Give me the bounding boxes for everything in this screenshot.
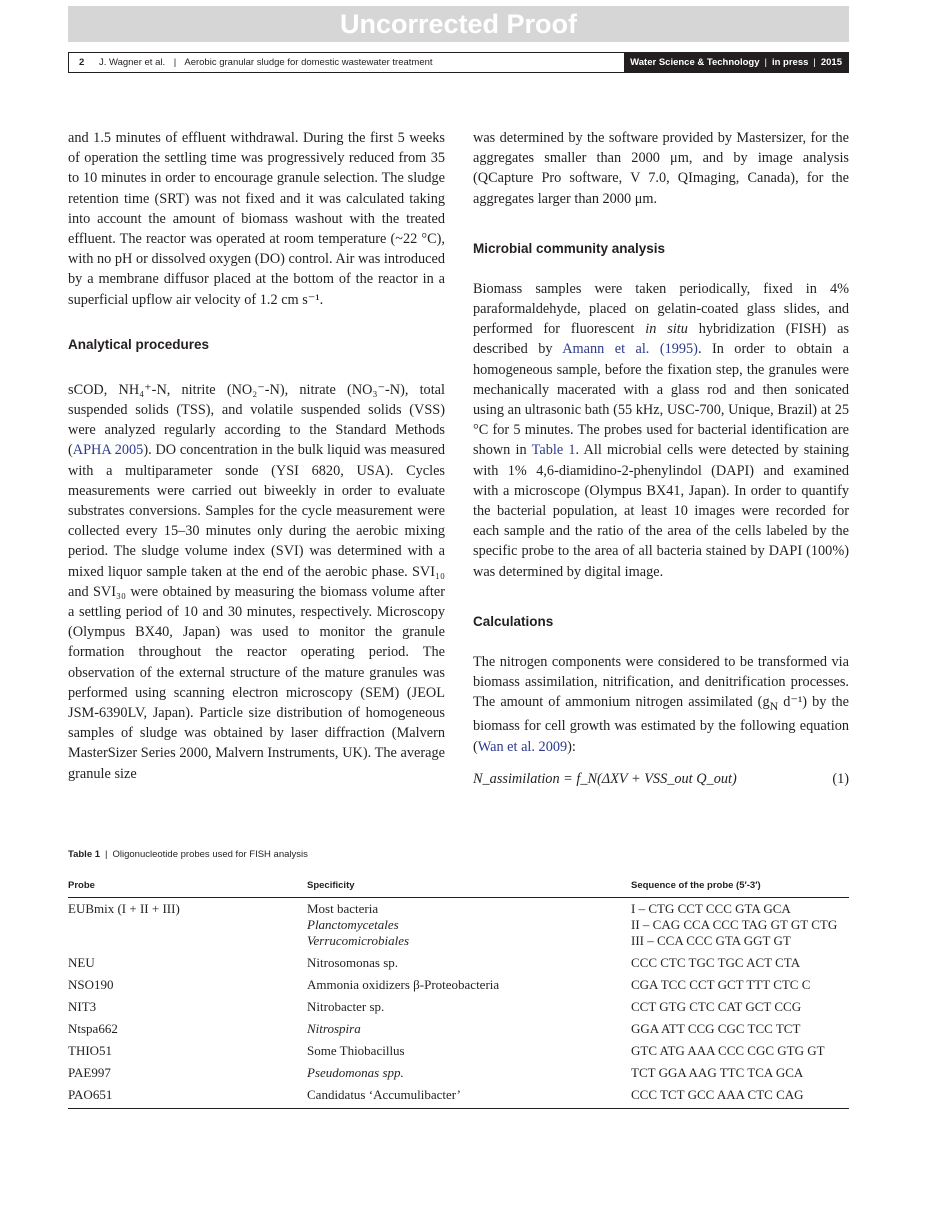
text: ): xyxy=(567,738,576,755)
sequence-line: TCT GGA AAG TTC TCA GCA xyxy=(631,1065,804,1080)
specificity-line: Some Thiobacillus xyxy=(307,1043,405,1058)
section-heading-calculations: Calculations xyxy=(473,613,554,629)
sequence-line: II – CAG CCA CCC TAG GT GT CTG xyxy=(631,917,838,932)
paragraph xyxy=(473,652,849,757)
separator: | xyxy=(105,849,108,860)
status: in press xyxy=(771,57,809,68)
probe-name: NSO190 xyxy=(68,977,114,992)
paragraph xyxy=(68,380,445,784)
text: Biomass samples were taken periodically, fixed in 4% paraformaldehyde, placed on gelatin-coated glass slides, and performed for fluorescent xyxy=(473,280,849,338)
specificity-line: Nitrosomonas sp. xyxy=(307,955,398,970)
section-heading-analytical: Analytical procedures xyxy=(68,336,210,352)
probe-name: THIO51 xyxy=(68,1043,113,1058)
sequence-line: CCT GTG CTC CAT GCT CCG xyxy=(631,999,802,1014)
reference-link[interactable]: Wan et al. 2009 xyxy=(477,738,568,755)
sequence xyxy=(631,1062,849,1084)
uncorrected-proof-banner: Uncorrected Proof xyxy=(68,6,849,42)
specificity xyxy=(307,952,631,974)
table-row xyxy=(68,898,849,953)
probe-name: EUBmix (I + II + III) xyxy=(68,901,180,916)
sequence-line: CGA TCC CCT GCT TTT CTC C xyxy=(631,977,811,992)
year: 2015 xyxy=(820,57,842,68)
probe-table xyxy=(68,880,849,1109)
column-header: Probe xyxy=(68,880,307,898)
authors: J. Wagner et al. xyxy=(98,57,166,68)
column-header: Specificity xyxy=(307,880,631,898)
text: ). DO concentration in the bulk liquid was measured with a multiparameter sonde (YSI 6820, USA). Cycles measurements were carried out biweekly in order to evaluate substrates conversions. Samples for the cycle measurement were collected every 15–30 minutes only during the aerobic mixing period. The sludge volume index (SVI) was determined with a mixed liquor sample taken at the end of the aerobic phase. SVI₁₀ and SVI₃₀ were obtained by measuring the biomass volume after a settling period of 10 and 30 minutes, respectively. Microscopy (Olympus BX40, Japan) was used to monitor the granule formation throughout the reactor operating period. The observation of the external structure of the mature granules was performed using scanning electron microscopy (SEM) (JEOL JSM-6390LV, Japan). Particle size distribution of homogeneous samples of sludge was obtained by laser diffraction (Malvern MasterSizer Series 2000, Malvern Instruments, UK). The average granule size xyxy=(68,442,445,782)
reference-link[interactable]: APHA 2005 xyxy=(72,442,144,459)
probe-name: NEU xyxy=(68,955,95,970)
specificity-line: Nitrobacter sp. xyxy=(307,999,385,1014)
probe-name: Ntspa662 xyxy=(68,1021,118,1036)
sequence xyxy=(631,898,849,953)
table-caption xyxy=(68,849,308,860)
sequence-line: I – CTG CCT CCC GTA GCA xyxy=(631,901,791,916)
specificity-line: Nitrospira xyxy=(307,1021,361,1036)
reference-link[interactable]: Amann et al. (1995) xyxy=(562,341,698,358)
equation xyxy=(473,769,849,791)
specificity xyxy=(307,1040,631,1062)
table-row xyxy=(68,996,849,1018)
probe-name: PAE997 xyxy=(68,1065,111,1080)
running-head-left xyxy=(79,53,433,72)
table-row xyxy=(68,1040,849,1062)
specificity-line: Most bacteria xyxy=(307,901,379,916)
text: hybridization (FISH) as described by xyxy=(473,321,850,358)
right-column xyxy=(473,128,849,791)
sequence xyxy=(631,1040,849,1062)
table-row xyxy=(68,952,849,974)
page-number: 2 xyxy=(79,57,85,68)
probe-name: NIT3 xyxy=(68,999,97,1014)
text: sCOD, NH₄⁺-N, nitrite (NO₂⁻-N), nitrate (NO₃⁻-N), total suspended solids (TSS), and volatile suspended solids (VSS) were analyzed regularly according to the Standard Methods ( xyxy=(68,381,445,459)
table-row xyxy=(68,1062,849,1084)
sequence-line: CCC TCT GCC AAA CTC CAG xyxy=(631,1087,804,1102)
text: d⁻¹) by the biomass for cell growth was estimated by the following equation ( xyxy=(473,694,849,755)
sequence-line: GGA ATT CCG CGC TCC TCT xyxy=(631,1021,801,1036)
sequence xyxy=(631,1018,849,1040)
table-row xyxy=(68,1084,849,1109)
specificity xyxy=(307,1084,631,1109)
table-label: Table 1 xyxy=(68,849,101,860)
sequence xyxy=(631,952,849,974)
equation-number: (1) xyxy=(832,770,849,787)
caption-text: Oligonucleotide probes used for FISH analysis xyxy=(112,849,308,860)
specificity xyxy=(307,898,631,953)
running-head xyxy=(68,52,849,73)
sequence xyxy=(631,974,849,996)
specificity xyxy=(307,996,631,1018)
sequence xyxy=(631,1084,849,1109)
journal-block xyxy=(624,53,848,72)
column-header: Sequence of the probe (5′-3′) xyxy=(631,880,849,898)
text: . All microbial cells were detected by staining with 1% 4,6-diamidino-2-phenylindol (DAPI) and examined with a microscope (Olympus BX41, Japan). In order to quantify the bacterial population, at least 10 images were recorded for each sample and the ratio of the area of the cells labeled by the specific probe to the area of all bacteria stained by DAPI (100%) was determined by digital image. xyxy=(473,442,849,580)
sequence-line: CCC CTC TGC TGC ACT CTA xyxy=(631,955,801,970)
paragraph xyxy=(473,279,849,582)
journal-name: Water Science & Technology xyxy=(630,57,760,68)
table-link[interactable]: Table 1 xyxy=(531,442,576,459)
text: The nitrogen components were considered to be transformed via biomass assimilation, nitrification, and denitrification processes. The amount of ammonium nitrogen assimilated (g xyxy=(473,653,849,711)
specificity-line: Ammonia oxidizers β-Proteobacteria xyxy=(307,977,500,992)
equation-body: N_assimilation = f_N(ΔXV + VSS_out Q_out) xyxy=(473,770,737,787)
paragraph: was determined by the software provided by Mastersizer, for the aggregates smaller than 2000 μm, and by image analysis (QCapture Pro software, V 7.0, QImaging, Canada), for the aggregates larger than 2000 μm. xyxy=(473,130,849,207)
specificity-line: Candidatus ‘Accumulibacter’ xyxy=(307,1087,461,1102)
specificity xyxy=(307,1018,631,1040)
specificity-line: Planctomycetales xyxy=(307,917,399,932)
specificity-line: Pseudomonas spp. xyxy=(307,1065,404,1080)
sequence-line: GTC ATG AAA CCC CGC GTG GT xyxy=(631,1043,825,1058)
sequence-line: III – CCA CCC GTA GGT GT xyxy=(631,933,791,948)
subscript: N xyxy=(769,699,779,714)
probe-name: PAO651 xyxy=(68,1084,307,1109)
text-italic: in situ xyxy=(645,321,688,338)
table-row xyxy=(68,1018,849,1040)
specificity xyxy=(307,1062,631,1084)
specificity xyxy=(307,974,631,996)
paragraph: and 1.5 minutes of effluent withdrawal. During the first 5 weeks of operation the settling time was progressively reduced from 35 to 10 minutes in order to encourage granule selection. The sludge retention time (SRT) was not fixed and it was calculated taking into account the amount of biomass washout with the treated effluent. The reactor was operated at room temperature (~22 °C), with no pH or dissolved oxygen (DO) control. Air was introduced by a membrane diffusor placed at the bottom of the reactor in a superficial upflow air velocity of 1.2 cm s⁻¹. xyxy=(68,130,445,308)
text: . In order to obtain a homogeneous sample, before the fixation step, the granules were mechanically macerated with a glass rod and then sonicated using an ultrasonic bath (55 kHz, USC-700, Unique, Brazil) at 25 °C for 5 minutes. The probes used for bacterial identification are shown in xyxy=(473,341,850,459)
specificity-line: Verrucomicrobiales xyxy=(307,933,410,948)
separator: | xyxy=(813,57,816,68)
article-title: Aerobic granular sludge for domestic wastewater treatment xyxy=(184,57,433,68)
left-column xyxy=(68,128,445,784)
section-heading-microbial: Microbial community analysis xyxy=(473,240,666,256)
table-row xyxy=(68,974,849,996)
sequence xyxy=(631,996,849,1018)
separator: | xyxy=(173,57,177,68)
separator: | xyxy=(764,57,767,68)
